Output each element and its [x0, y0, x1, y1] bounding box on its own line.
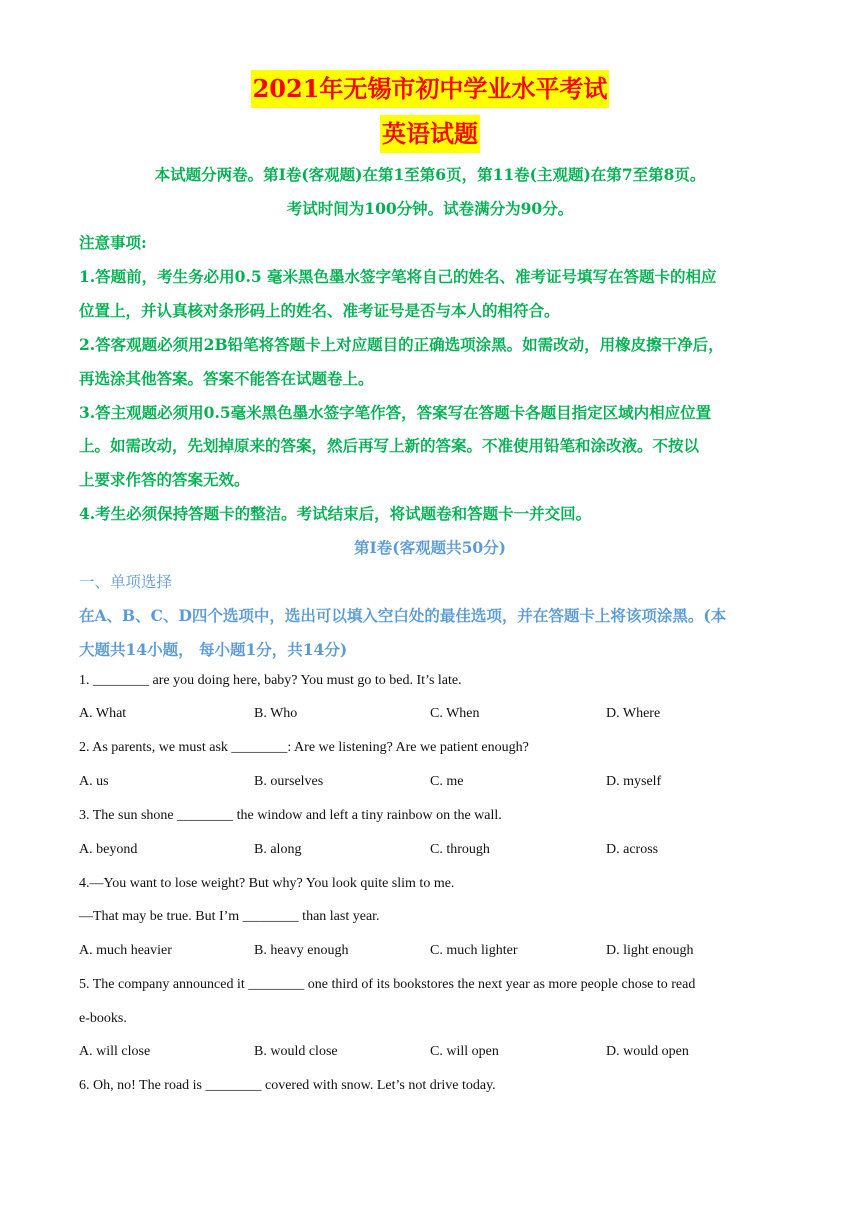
option-d: D. light enough [606, 943, 694, 958]
option-b: B. heavy enough [254, 943, 349, 958]
option-c: C. me [430, 774, 464, 789]
option-c: C. much lighter [430, 943, 518, 958]
option-a: A. us [79, 774, 109, 789]
notes-line: 4.考生必须保持答题卡的整洁。考试结束后，将试题卷和答题卡一并交回。 [79, 504, 592, 523]
option-b: B. Who [254, 706, 298, 721]
question-stem: 5. The company announced it ________ one third of its bookstores the next year as more people chose to read [79, 977, 696, 992]
notes-line: 1.答题前，考生务必用0.5 毫米黑色墨水签字笔将自己的姓名、准考证号填写在答题卡的相应 [79, 267, 717, 286]
question-stem: 1. ________ are you doing here, baby? You must go to bed. It’s late. [79, 673, 462, 688]
question-stem: 6. Oh, no! The road is ________ covered with snow. Let’s not drive today. [79, 1078, 496, 1093]
question-stem: e-books. [79, 1011, 127, 1026]
section-title: 第I卷(客观题共50分) [354, 538, 506, 557]
notes-line: 位置上，并认真核对条形码上的姓名、准考证号是否与本人的相符合。 [79, 301, 560, 320]
exam-subtitle: 英语试题 [380, 115, 480, 153]
option-b: B. would close [254, 1044, 338, 1059]
option-a: A. will close [79, 1044, 151, 1059]
question-stem: 2. As parents, we must ask ________: Are we listening? Are we patient enough? [79, 740, 529, 755]
notes-heading: 注意事项: [79, 233, 147, 252]
option-a: A. What [79, 706, 127, 721]
notes-line: 2.答客观题必须用2B铅笔将答题卡上对应题目的正确选项涂黑。如需改动，用橡皮擦干净后， [79, 335, 724, 354]
exam-title: 2021年无锡市初中学业水平考试 [251, 70, 610, 108]
notes-line: 上要求作答的答案无效。 [79, 470, 250, 489]
option-a: A. beyond [79, 842, 138, 857]
option-d: D. myself [606, 774, 662, 789]
subtitle-row [0, 115, 860, 153]
notes-line: 3.答主观题必须用0.5毫米黑色墨水签字笔作答，答案写在答题卡各题目指定区域内相应位置 [79, 403, 712, 422]
intro-line: 本试题分两卷。第I卷(客观题)在第1至第6页，第11卷(主观题)在第7至第8页。 [154, 165, 706, 184]
question-stem: 3. The sun shone ________ the window and left a tiny rainbow on the wall. [79, 808, 502, 823]
option-b: B. along [254, 842, 302, 857]
notes-line: 上。如需改动，先划掉原来的答案，然后再写上新的答案。不准使用铅笔和涂改液。不按以 [79, 436, 700, 455]
intro-line: 考试时间为100分钟。试卷满分为90分。 [286, 199, 574, 218]
option-c: C. will open [430, 1044, 499, 1059]
option-d: D. across [606, 842, 659, 857]
question-stem: 4.—You want to lose weight? But why? You look quite slim to me. [79, 876, 455, 891]
option-d: D. would open [606, 1044, 689, 1059]
option-d: D. Where [606, 706, 661, 721]
part-instructions: 在A、B、C、D四个选项中，选出可以填入空白处的最佳选项，并在答题卡上将该项涂黑。(本 [79, 606, 727, 625]
title-row [0, 70, 860, 108]
option-a: A. much heavier [79, 943, 172, 958]
option-b: B. ourselves [254, 774, 324, 789]
option-c: C. through [430, 842, 490, 857]
part-instructions: 大题共14小题， 每小题1分，共14分) [79, 640, 348, 659]
part-heading: 一、单项选择 [79, 573, 173, 591]
notes-line: 再选涂其他答案。答案不能答在试题卷上。 [79, 369, 374, 388]
question-stem: —That may be true. But I’m ________ than last year. [79, 909, 380, 924]
option-c: C. When [430, 706, 480, 721]
